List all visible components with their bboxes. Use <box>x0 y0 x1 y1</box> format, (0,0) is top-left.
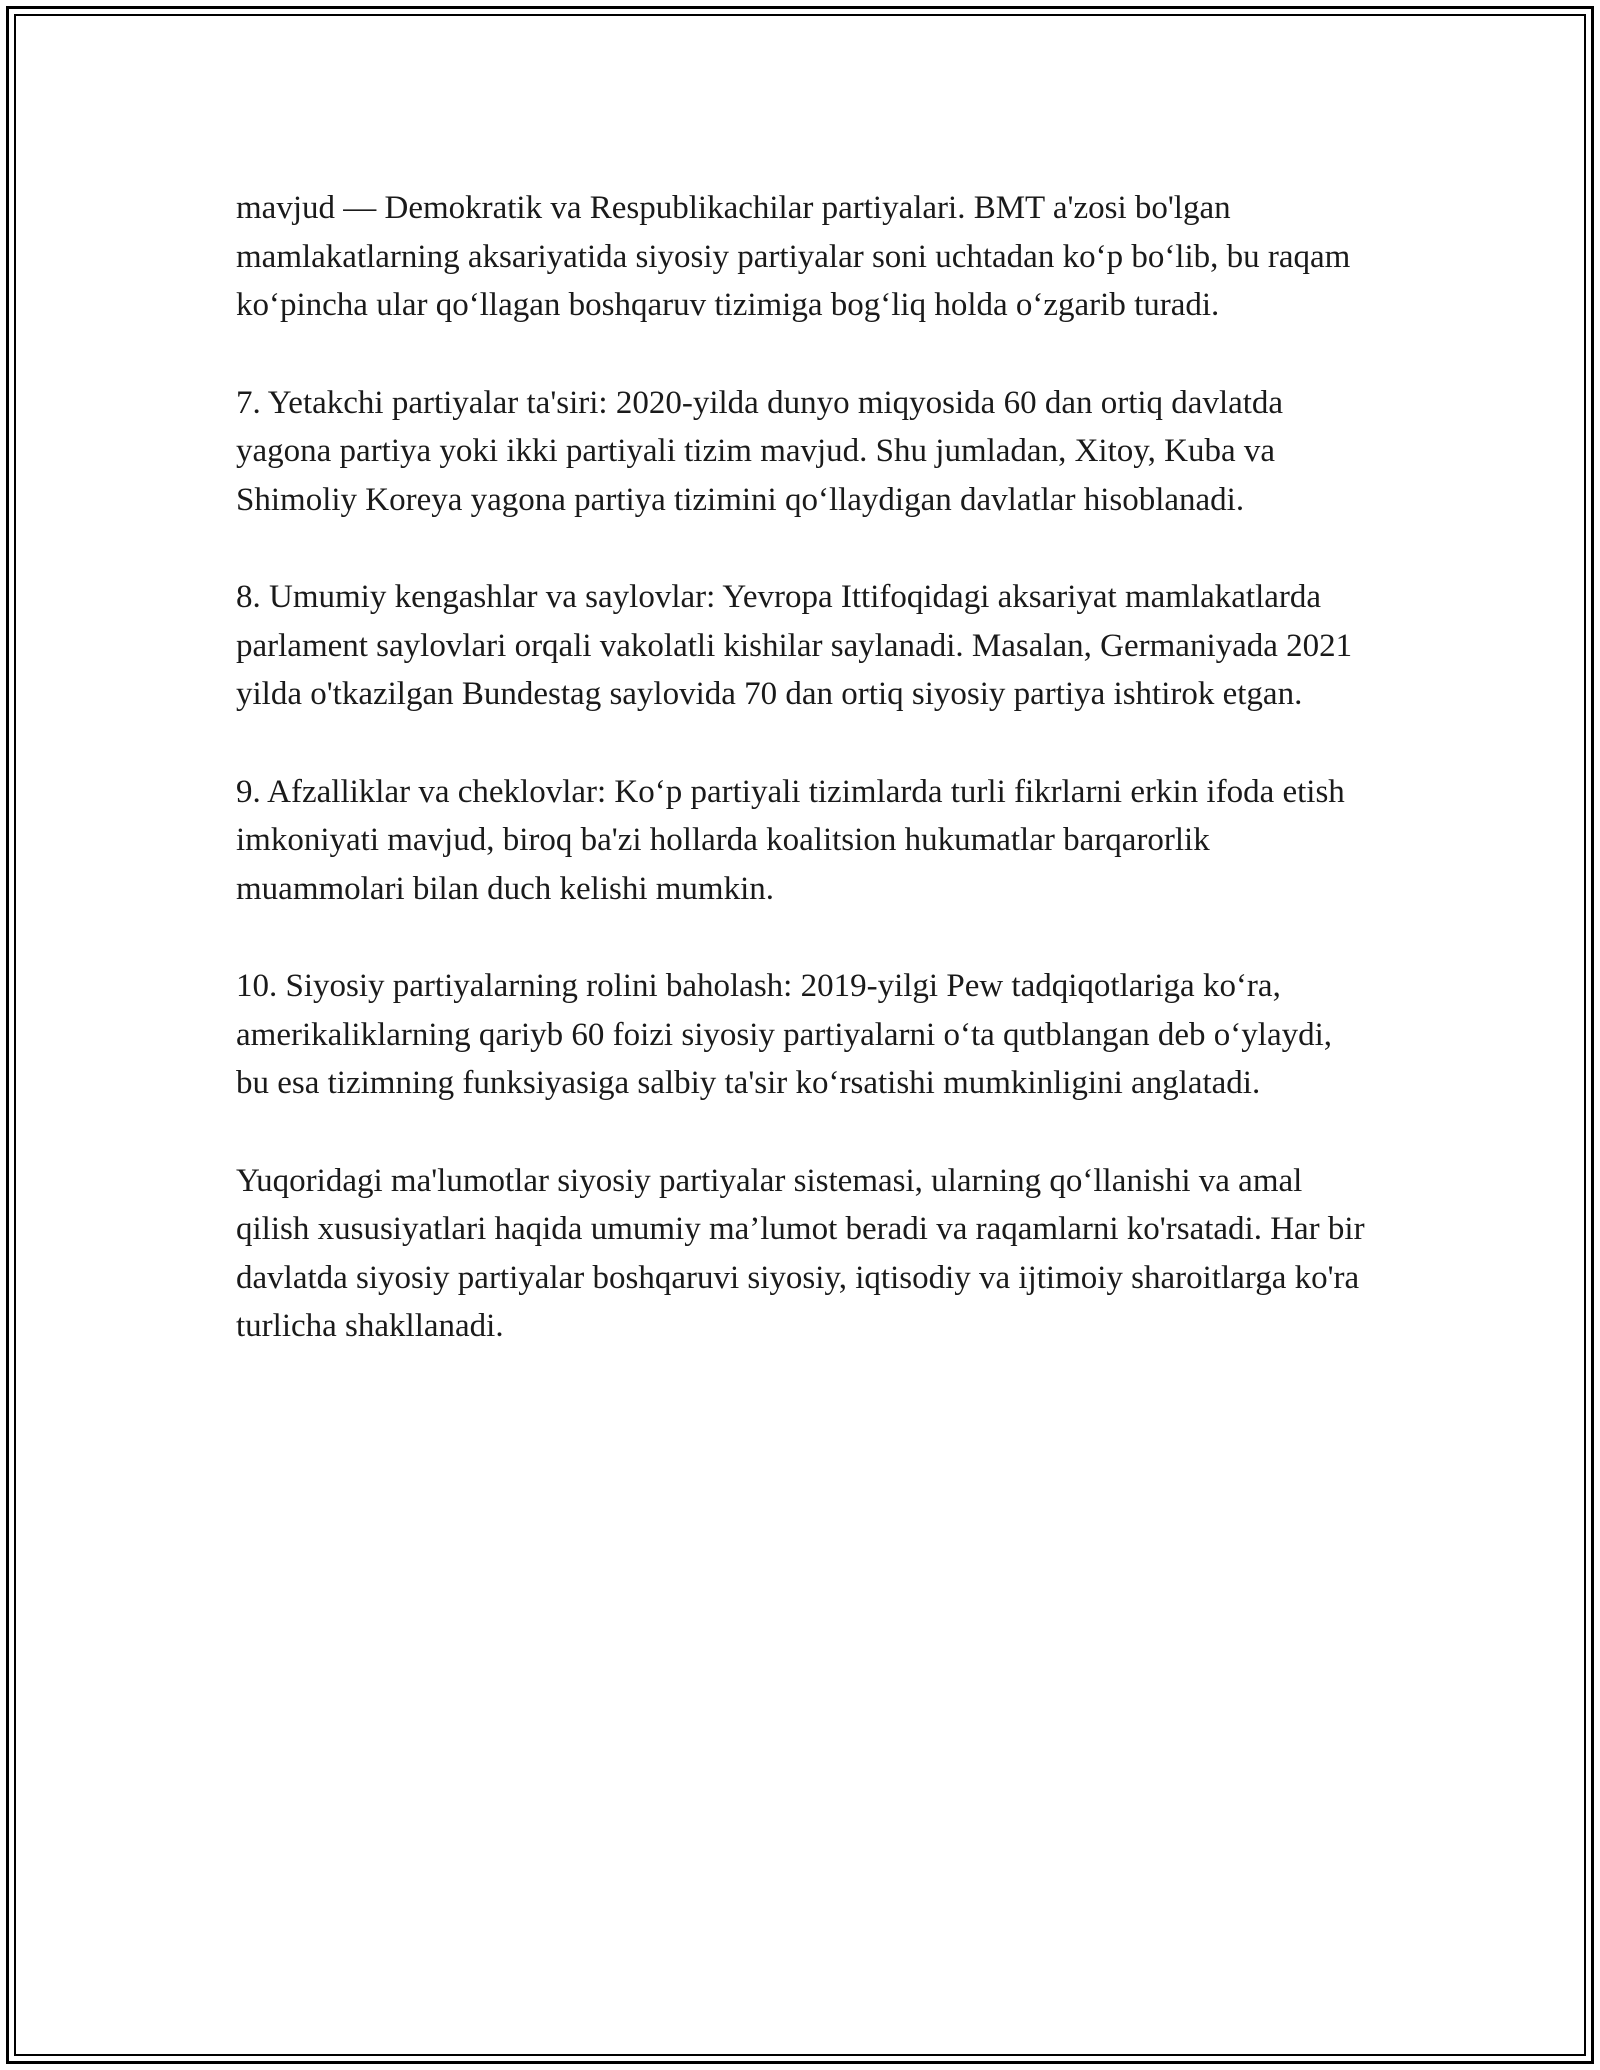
paragraph-councils-elections: 8. Umumiy kengashlar va saylovlar: Yevropa Ittifoqidagi aksariyat mamlakatlarda parlament saylovlari orqali vakolatli kishilar saylanadi. Masalan, Germaniyada 2021 yilda o'tkazilgan Bundestag saylovida 70 dan ortiq siyosiy partiya ishtirok etgan. <box>236 579 1353 712</box>
paragraph-role-assessment: 10. Siyosiy partiyalarning rolini baholash: 2019-yilgi Pew tadqiqotlariga ko‘ra, amerikaliklarning qariyb 60 foizi siyosiy partiyalarni o‘ta qutblangan deb o‘ylaydi, bu esa tizimning funksiyasiga salbiy ta'sir ko‘rsatishi mumkinligini anglatadi. <box>236 968 1333 1101</box>
paragraph-conclusion: Yuqoridagi ma'lumotlar siyosiy partiyalar sistemasi, ularning qo‘llanishi va amal qilish xususiyatlari haqida umumiy ma’lumot beradi va raqamlarni ko'rsatadi. Har bir davlatda siyosiy partiyalar boshqaruvi siyosiy, iqtisodiy va ijtimoiy sharoitlarga ko'ra turlicha shakllanadi. <box>236 1162 1365 1344</box>
paragraph-leading-parties: 7. Yetakchi partiyalar ta'siri: 2020-yilda dunyo miqyosida 60 dan ortiq davlatda yagona partiya yoki ikki partiyali tizim mavjud. Shu jumladan, Xitoy, Kuba va Shimoliy Koreya yagona partiya tizimini qo‘llaydigan davlatlar hisoblanadi. <box>236 384 1284 518</box>
paragraph-advantages-limitations: 9. Afzalliklar va cheklovlar: Ko‘p partiyali tizimlarda turli fikrlarni erkin ifoda etish imkoniyati mavjud, biroq ba'zi hollarda koalitsion hukumatlar barqarorlik muammolari bilan duch kelishi mumkin. <box>236 773 1345 907</box>
document-body <box>236 184 1366 1400</box>
paragraph-intro-continuation: mavjud — Demokratik va Respublikachilar partiyalari. BMT a'zosi bo'lgan mamlakatlarning aksariyatida siyosiy partiyalar soni uchtadan ko‘p bo‘lib, bu raqam ko‘pincha ular qo‘llagan boshqaruv tizimiga bog‘liq holda o‘zgarib turadi. <box>236 190 1351 323</box>
